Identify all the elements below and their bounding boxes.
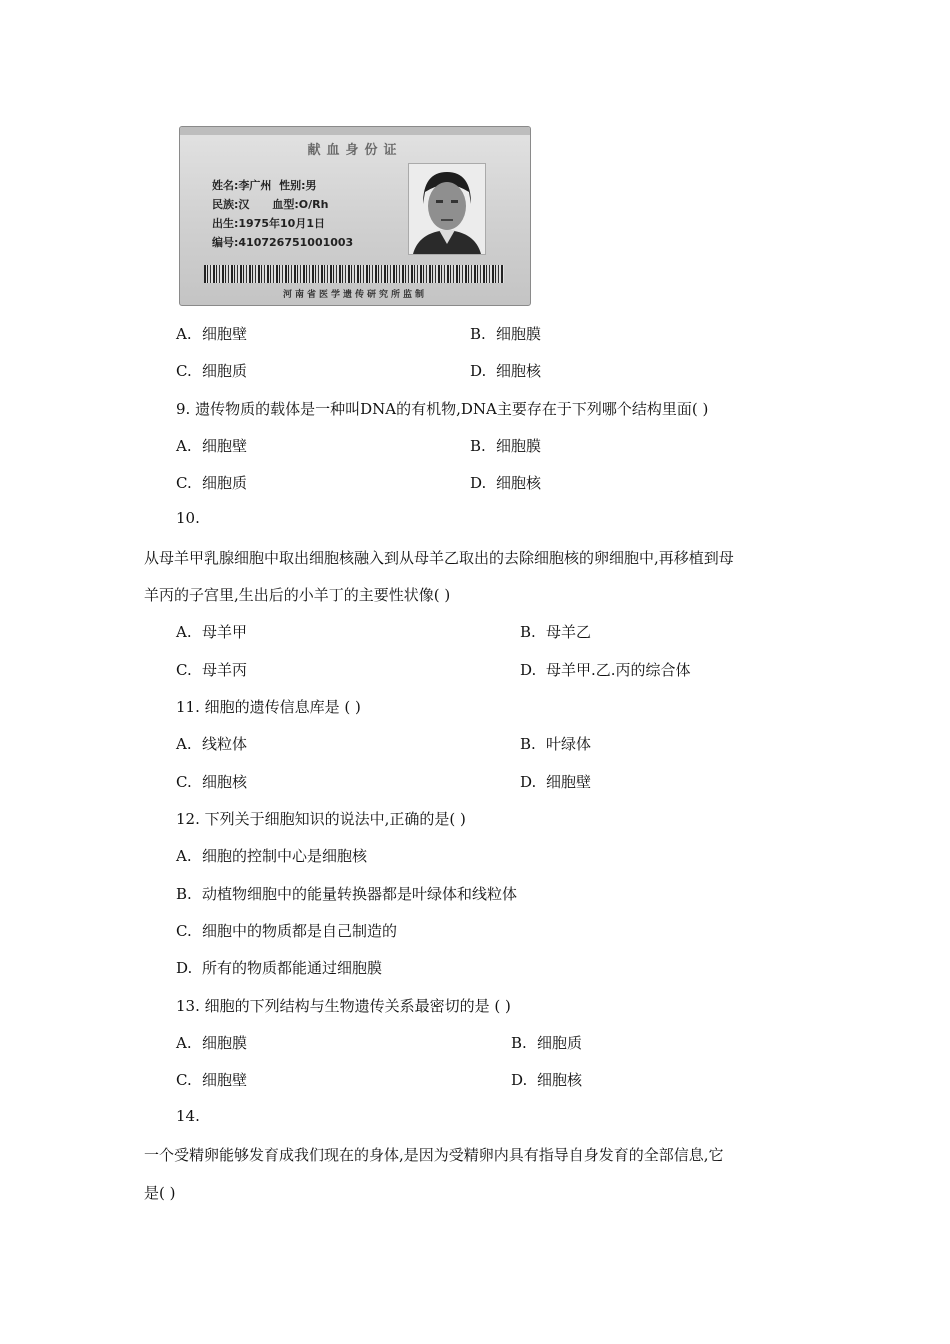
option-letter: D.: [470, 474, 487, 492]
card-gender-value: 男: [305, 179, 317, 192]
option-letter: D.: [520, 661, 537, 679]
option-text: 细胞壁: [202, 325, 248, 343]
q8-option-b[interactable]: [470, 323, 541, 344]
option-letter: A.: [176, 437, 192, 455]
q9-stem: 9. 遗传物质的载体是一种叫DNA的有机物,DNA主要存在于下列哪个结构里面( ): [176, 400, 709, 418]
option-text: 线粒体: [202, 735, 248, 753]
option-letter: A.: [176, 325, 192, 343]
blood-donor-id-card-image: [179, 126, 531, 306]
option-letter: B.: [520, 735, 536, 753]
option-text: 细胞壁: [202, 437, 248, 455]
card-birth-label: 出生:: [212, 217, 239, 230]
card-barcode: [204, 265, 504, 283]
card-blood-value: O/Rh: [298, 198, 329, 211]
card-photo: [408, 163, 486, 255]
card-name-label: 姓名:: [212, 179, 239, 192]
option-text: 细胞核: [496, 474, 542, 492]
option-text: 细胞壁: [202, 1071, 248, 1089]
option-text: 母羊乙: [546, 623, 592, 641]
option-text: 细胞膜: [202, 1034, 248, 1052]
q14-stem-line2: 是( ): [144, 1184, 176, 1202]
option-text: 细胞膜: [496, 325, 542, 343]
q13-option-a[interactable]: [176, 1032, 247, 1053]
q9-option-a[interactable]: [176, 435, 247, 456]
option-text: 细胞质: [202, 474, 248, 492]
card-number-row: [212, 234, 353, 250]
option-text: 细胞核: [496, 362, 542, 380]
q9-option-b[interactable]: [470, 435, 541, 456]
card-number-label: 编号:: [212, 236, 239, 249]
option-letter: D.: [470, 362, 487, 380]
q8-option-d[interactable]: [470, 360, 541, 381]
option-text: 细胞核: [537, 1071, 583, 1089]
portrait-icon: [409, 164, 485, 254]
q10-option-b[interactable]: [520, 621, 591, 642]
q10-option-a[interactable]: [176, 621, 247, 642]
option-letter: B.: [511, 1034, 527, 1052]
option-text: 叶绿体: [546, 735, 592, 753]
q14-stem-line1: 一个受精卵能够发育成我们现在的身体,是因为受精卵内具有指导自身发育的全部信息,它: [144, 1146, 724, 1164]
q11-option-d[interactable]: [520, 771, 591, 792]
q8-option-c[interactable]: [176, 360, 247, 381]
option-letter: D.: [176, 959, 193, 977]
q13-option-d[interactable]: [511, 1069, 582, 1090]
option-letter: C.: [176, 1071, 192, 1089]
q10-option-c[interactable]: [176, 659, 247, 680]
option-letter: C.: [176, 474, 192, 492]
card-gender-label: 性别:: [279, 179, 306, 192]
option-letter: A.: [176, 1034, 192, 1052]
option-text: 细胞壁: [546, 773, 592, 791]
q11-option-c[interactable]: [176, 771, 247, 792]
q12-option-b[interactable]: [176, 883, 517, 904]
q14-number: 14.: [176, 1107, 200, 1125]
option-text: 细胞的控制中心是细胞核: [202, 847, 368, 865]
card-title: 献血身份证: [307, 143, 403, 158]
option-text: 细胞中的物质都是自己制造的: [202, 922, 398, 940]
q12-stem: 12. 下列关于细胞知识的说法中,正确的是( ): [176, 810, 466, 828]
option-letter: C.: [176, 362, 192, 380]
option-text: 细胞核: [202, 773, 248, 791]
option-text: 细胞膜: [496, 437, 542, 455]
q10-stem-line2: 羊丙的子宫里,生出后的小羊丁的主要性状像( ): [144, 586, 451, 604]
q11-stem: 11. 细胞的遗传信息库是 ( ): [176, 698, 361, 716]
option-letter: A.: [176, 735, 192, 753]
q8-option-a[interactable]: [176, 323, 247, 344]
option-letter: B.: [176, 885, 192, 903]
q10-stem-line1: 从母羊甲乳腺细胞中取出细胞核融入到从母羊乙取出的去除细胞核的卵细胞中,再移植到母: [144, 549, 734, 567]
card-name-row: [212, 177, 316, 193]
q13-option-b[interactable]: [511, 1032, 582, 1053]
card-name-value: 李广州: [238, 179, 272, 192]
option-letter: D.: [511, 1071, 528, 1089]
q13-stem: 13. 细胞的下列结构与生物遗传关系最密切的是 ( ): [176, 997, 511, 1015]
card-top-strip: [180, 127, 530, 135]
q10-option-d[interactable]: [520, 659, 691, 680]
q9-option-d[interactable]: [470, 472, 541, 493]
option-letter: A.: [176, 847, 192, 865]
card-number-value: 410726751001003: [238, 236, 354, 249]
option-text: 动植物细胞中的能量转换器都是叶绿体和线粒体: [202, 885, 518, 903]
option-letter: B.: [470, 325, 486, 343]
option-letter: B.: [520, 623, 536, 641]
option-letter: A.: [176, 623, 192, 641]
option-letter: C.: [176, 661, 192, 679]
card-blood-label: 血型:: [272, 198, 299, 211]
card-issuer: 河南省医学遗传研究所监制: [282, 290, 427, 300]
q12-option-a[interactable]: [176, 845, 367, 866]
option-letter: D.: [520, 773, 537, 791]
card-birth-value: 1975年10月1日: [238, 217, 325, 230]
option-text: 母羊丙: [202, 661, 248, 679]
q11-option-b[interactable]: [520, 733, 591, 754]
card-ethnic-row: [212, 196, 328, 212]
card-ethnic-label: 民族:: [212, 198, 239, 211]
option-text: 母羊甲: [202, 623, 248, 641]
card-birth-row: [212, 215, 325, 231]
option-text: 细胞质: [537, 1034, 583, 1052]
option-text: 母羊甲.乙.丙的综合体: [546, 661, 691, 679]
q12-option-d[interactable]: [176, 957, 382, 978]
q13-option-c[interactable]: [176, 1069, 247, 1090]
card-ethnic-value: 汉: [238, 198, 250, 211]
option-letter: B.: [470, 437, 486, 455]
option-text: 所有的物质都能通过细胞膜: [202, 959, 383, 977]
option-letter: C.: [176, 773, 192, 791]
q11-option-a[interactable]: [176, 733, 247, 754]
q10-number: 10.: [176, 509, 200, 527]
q9-option-c[interactable]: [176, 472, 247, 493]
option-letter: C.: [176, 922, 192, 940]
q12-option-c[interactable]: [176, 920, 397, 941]
option-text: 细胞质: [202, 362, 248, 380]
